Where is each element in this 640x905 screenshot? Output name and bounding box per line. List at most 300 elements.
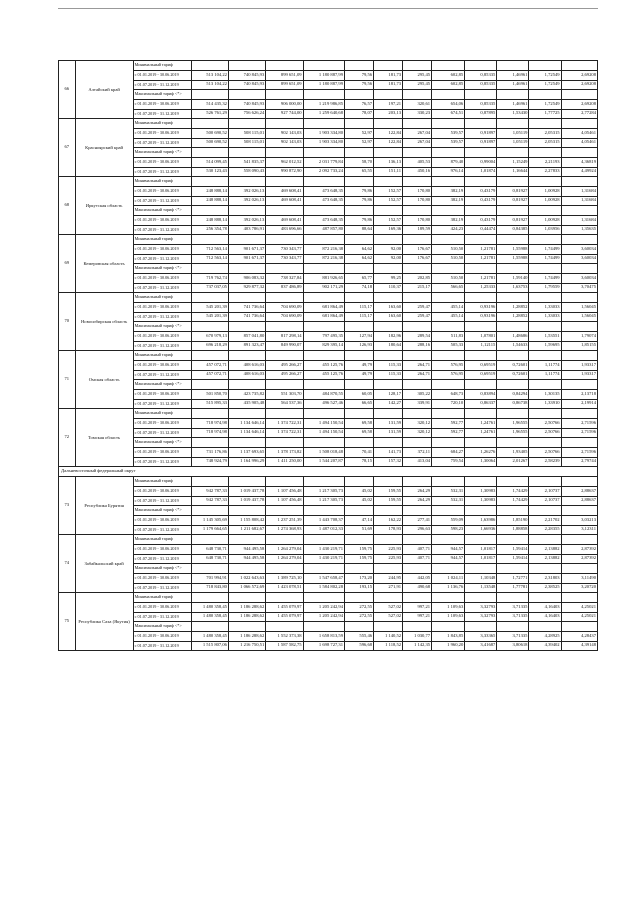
- empty-cell: [561, 438, 597, 448]
- value-cell: 670 979,13: [191, 332, 228, 342]
- value-cell: 4,36819: [561, 158, 597, 168]
- empty-cell: [465, 409, 497, 419]
- value-cell: 128,17: [374, 390, 403, 400]
- empty-cell: [561, 293, 597, 303]
- empty-cell: [266, 206, 303, 216]
- value-cell: 1 066 572,69: [228, 583, 265, 593]
- value-cell: 1 211 682,67: [228, 525, 265, 535]
- value-cell: 51,69: [345, 525, 374, 535]
- empty-cell: [228, 622, 265, 632]
- value-cell: 1,28852: [497, 312, 529, 322]
- value-cell: 392 026,13: [228, 216, 265, 226]
- value-cell: 997,21: [403, 603, 432, 613]
- empty-cell: [403, 177, 432, 187]
- empty-cell: [374, 564, 403, 574]
- empty-cell: [561, 235, 597, 245]
- value-cell: 596,68: [345, 641, 374, 651]
- value-cell: 473 648,35: [303, 196, 344, 206]
- table-row: [59, 187, 598, 197]
- value-cell: 3,12311: [561, 525, 597, 535]
- value-cell: 1,46961: [497, 100, 529, 110]
- empty-cell: [191, 593, 228, 603]
- value-cell: 1 145 305,69: [191, 516, 228, 526]
- empty-cell: [529, 148, 561, 158]
- empty-cell: [303, 90, 344, 100]
- tariff-kind-row: [59, 409, 598, 419]
- empty-cell: [465, 564, 497, 574]
- empty-cell: [191, 119, 228, 129]
- tariff-kind-label: Максимальный тариф <*>: [133, 622, 191, 632]
- table-row: [59, 361, 598, 371]
- value-cell: 1 698 727,31: [303, 641, 344, 651]
- empty-cell: [529, 119, 561, 129]
- empty-cell: [266, 235, 303, 245]
- value-cell: 1,35635: [561, 225, 597, 235]
- value-cell: 0,43179: [465, 187, 497, 197]
- value-cell: 1 019 437,78: [228, 496, 265, 506]
- value-cell: 0,85335: [465, 71, 497, 81]
- value-cell: 2,31803: [529, 574, 561, 584]
- value-cell: 1 903 334,80: [303, 138, 344, 148]
- value-cell: 648 730,71: [191, 545, 228, 555]
- empty-cell: [529, 593, 561, 603]
- value-cell: 320,61: [403, 100, 432, 110]
- value-cell: 2,19914: [561, 399, 597, 409]
- empty-cell: [345, 593, 374, 603]
- value-cell: 1 140,52: [374, 632, 403, 642]
- value-cell: 1,77781: [497, 583, 529, 593]
- value-cell: 1,77725: [529, 109, 561, 119]
- empty-cell: [374, 293, 403, 303]
- period-label: с 01.07.2019 - 31.12.2019: [133, 167, 191, 177]
- value-cell: 1 237 251,39: [266, 516, 303, 526]
- value-cell: 1,72771: [497, 574, 529, 584]
- value-cell: 2,13882: [529, 545, 561, 555]
- value-cell: 122,84: [374, 138, 403, 148]
- empty-cell: [497, 61, 529, 71]
- value-cell: 3,33365: [465, 632, 497, 642]
- value-cell: 1,72549: [529, 71, 561, 81]
- value-cell: 872 216,38: [303, 245, 344, 255]
- tariff-kind-label: Минимальный тариф: [133, 177, 191, 187]
- value-cell: 837 486,89: [266, 283, 303, 293]
- empty-cell: [266, 409, 303, 419]
- value-cell: 1 423 078,51: [266, 583, 303, 593]
- value-cell: 740 845,93: [228, 71, 265, 81]
- empty-cell: [191, 206, 228, 216]
- value-cell: 1 030,77: [403, 632, 432, 642]
- value-cell: 0,85335: [465, 80, 497, 90]
- empty-cell: [303, 564, 344, 574]
- value-cell: 1,79074: [561, 332, 597, 342]
- value-cell: 0,81927: [497, 187, 529, 197]
- value-cell: 490,68: [403, 583, 432, 593]
- value-cell: 2,38525: [529, 583, 561, 593]
- empty-cell: [266, 535, 303, 545]
- value-cell: 681 864,49: [303, 303, 344, 313]
- period-label: с 01.07.2019 - 31.12.2019: [133, 583, 191, 593]
- tariff-kind-label: Минимальный тариф: [133, 351, 191, 361]
- value-cell: 264,71: [403, 361, 432, 371]
- value-cell: 1,46961: [497, 80, 529, 90]
- empty-cell: [228, 535, 265, 545]
- value-cell: 0,93196: [465, 303, 497, 313]
- empty-cell: [266, 177, 303, 187]
- period-label: с 01.01.2019 - 30.06.2019: [133, 545, 191, 555]
- value-cell: 2,13882: [529, 554, 561, 564]
- empty-cell: [374, 119, 403, 129]
- empty-cell: [374, 235, 403, 245]
- table-row: [59, 632, 598, 642]
- empty-cell: [303, 322, 344, 332]
- table-row: [59, 516, 598, 526]
- empty-cell: [374, 535, 403, 545]
- value-cell: 1,74429: [497, 496, 529, 506]
- empty-cell: [345, 535, 374, 545]
- value-cell: 495 266,27: [266, 370, 303, 380]
- value-cell: 74,18: [345, 283, 374, 293]
- period-label: с 01.07.2019 - 31.12.2019: [133, 196, 191, 206]
- empty-cell: [374, 148, 403, 158]
- empty-cell: [374, 61, 403, 71]
- value-cell: 1 109,63: [432, 612, 465, 622]
- empty-cell: [228, 409, 265, 419]
- region-name: Красноярский край: [75, 119, 133, 177]
- empty-cell: [228, 177, 265, 187]
- value-cell: 2 031 779,84: [303, 158, 344, 168]
- empty-cell: [465, 438, 497, 448]
- empty-cell: [497, 293, 529, 303]
- value-cell: 515 895,33: [191, 399, 228, 409]
- value-cell: 47,14: [345, 516, 374, 526]
- value-cell: 2,87392: [561, 545, 597, 555]
- value-cell: 1 219 986,85: [303, 100, 344, 110]
- value-cell: 1 118,52: [374, 641, 403, 651]
- empty-cell: [561, 148, 597, 158]
- value-cell: 1,66936: [465, 525, 497, 535]
- empty-cell: [228, 506, 265, 516]
- value-cell: 122,84: [374, 129, 403, 139]
- value-cell: 1,93317: [561, 361, 597, 371]
- value-cell: 4,16403: [529, 603, 561, 613]
- value-cell: 163,60: [374, 303, 403, 313]
- empty-cell: [561, 61, 597, 71]
- empty-cell: [228, 148, 265, 158]
- value-cell: 127,94: [345, 332, 374, 342]
- tariff-kind-row: [59, 593, 598, 603]
- value-cell: 532,31: [432, 487, 465, 497]
- value-cell: 1 960,20: [432, 641, 465, 651]
- value-cell: 1 480 358,45: [191, 603, 228, 613]
- value-cell: 0,81927: [497, 196, 529, 206]
- table-row: [59, 525, 598, 535]
- value-cell: 530 123,43: [191, 167, 228, 177]
- empty-cell: [266, 119, 303, 129]
- empty-cell: [303, 119, 344, 129]
- empty-cell: [345, 177, 374, 187]
- value-cell: 1,11774: [529, 361, 561, 371]
- empty-cell: [432, 351, 465, 361]
- value-cell: 1 264 279,04: [266, 545, 303, 555]
- period-label: с 01.01.2019 - 30.06.2019: [133, 129, 191, 139]
- value-cell: 4,28437: [561, 632, 597, 642]
- empty-cell: [191, 235, 228, 245]
- value-cell: 731 176,86: [191, 448, 228, 458]
- table-row: [59, 303, 598, 313]
- value-cell: 1 515 807,06: [191, 641, 228, 651]
- empty-cell: [529, 409, 561, 419]
- tariff-kind-row: [59, 90, 598, 100]
- empty-cell: [403, 61, 432, 71]
- value-cell: 4,39148: [561, 641, 597, 651]
- value-cell: 0,99004: [465, 158, 497, 168]
- empty-cell: [432, 380, 465, 390]
- value-cell: 1 389 725,10: [266, 574, 303, 584]
- value-cell: 602,85: [432, 80, 465, 90]
- table-row: [59, 399, 598, 409]
- value-cell: 0,86337: [465, 399, 497, 409]
- value-cell: 1,30983: [465, 487, 497, 497]
- value-cell: 1,00928: [529, 216, 561, 226]
- value-cell: 712 563,14: [191, 254, 228, 264]
- value-cell: 1,01817: [465, 554, 497, 564]
- value-cell: 1,24761: [465, 428, 497, 438]
- value-cell: 944,57: [432, 554, 465, 564]
- value-cell: 1,00928: [529, 187, 561, 197]
- value-cell: 2,28355: [529, 525, 561, 535]
- value-cell: 3,70475: [561, 283, 597, 293]
- value-cell: 2,71596: [561, 428, 597, 438]
- value-cell: 496 527,46: [303, 399, 344, 409]
- tariff-kind-row: [59, 535, 598, 545]
- value-cell: 115,17: [345, 303, 374, 313]
- value-cell: 1,21781: [465, 254, 497, 264]
- value-cell: 457 072,71: [191, 361, 228, 371]
- value-cell: 3,80618: [497, 641, 529, 651]
- table-row: [59, 487, 598, 497]
- value-cell: 162,22: [374, 516, 403, 526]
- value-cell: 576,95: [432, 370, 465, 380]
- value-cell: 413,04: [403, 457, 432, 467]
- empty-cell: [191, 322, 228, 332]
- value-cell: 1,21781: [465, 245, 497, 255]
- tariff-kind-row: [59, 438, 598, 448]
- value-cell: 748 924,79: [191, 457, 228, 467]
- value-cell: 1 455 079,97: [266, 603, 303, 613]
- value-cell: 756 626,24: [228, 109, 265, 119]
- value-cell: 1 443 708,37: [303, 516, 344, 526]
- region-name: Республика Бурятия: [75, 477, 133, 535]
- table-row: [59, 370, 598, 380]
- value-cell: 151,11: [374, 167, 403, 177]
- value-cell: 1,31684: [561, 216, 597, 226]
- value-cell: 906 083,32: [228, 274, 265, 284]
- value-cell: 1,33910: [529, 399, 561, 409]
- value-cell: 576,95: [432, 361, 465, 371]
- empty-cell: [432, 235, 465, 245]
- value-cell: 730 343,77: [266, 245, 303, 255]
- empty-cell: [374, 506, 403, 516]
- empty-cell: [191, 351, 228, 361]
- value-cell: 170,80: [403, 187, 432, 197]
- value-cell: 0,85335: [465, 100, 497, 110]
- value-cell: 1,53551: [529, 332, 561, 342]
- value-cell: 701 994,91: [191, 574, 228, 584]
- empty-cell: [228, 119, 265, 129]
- period-label: с 01.01.2019 - 30.06.2019: [133, 390, 191, 400]
- empty-cell: [228, 351, 265, 361]
- empty-cell: [529, 206, 561, 216]
- empty-cell: [403, 351, 432, 361]
- value-cell: 99,25: [374, 274, 403, 284]
- empty-cell: [529, 477, 561, 487]
- value-cell: 181,73: [374, 71, 403, 81]
- value-cell: 1,74429: [497, 487, 529, 497]
- value-cell: 1,74499: [529, 254, 561, 264]
- value-cell: 49,79: [345, 361, 374, 371]
- period-label: с 01.07.2019 - 31.12.2019: [133, 612, 191, 622]
- value-cell: 1,28852: [497, 303, 529, 313]
- value-cell: 159,55: [374, 496, 403, 506]
- empty-cell: [561, 90, 597, 100]
- value-cell: 902 143,03: [266, 129, 303, 139]
- value-cell: 539,57: [432, 138, 465, 148]
- table-row: [59, 129, 598, 139]
- empty-cell: [374, 177, 403, 187]
- value-cell: 295,45: [403, 71, 432, 81]
- value-cell: 1,48686: [497, 332, 529, 342]
- empty-cell: [374, 438, 403, 448]
- value-cell: 136,13: [374, 158, 403, 168]
- value-cell: 2,05315: [529, 129, 561, 139]
- tariff-kind-row: [59, 622, 598, 632]
- empty-cell: [345, 322, 374, 332]
- empty-cell: [345, 119, 374, 129]
- empty-cell: [432, 564, 465, 574]
- empty-cell: [228, 235, 265, 245]
- value-cell: 1 107 456,48: [266, 487, 303, 497]
- district-row: [59, 467, 598, 477]
- empty-cell: [266, 264, 303, 274]
- value-cell: 259,47: [403, 312, 432, 322]
- value-cell: 0,87895: [465, 109, 497, 119]
- value-cell: 740 845,93: [228, 80, 265, 90]
- value-cell: 4,25021: [561, 612, 597, 622]
- empty-cell: [529, 264, 561, 274]
- value-cell: 1,16644: [497, 167, 529, 177]
- empty-cell: [345, 235, 374, 245]
- empty-cell: [228, 564, 265, 574]
- empty-cell: [432, 622, 465, 632]
- region-name: Томская область: [75, 409, 133, 467]
- value-cell: 684,27: [432, 448, 465, 458]
- tariff-kind-row: [59, 206, 598, 216]
- empty-cell: [345, 293, 374, 303]
- empty-cell: [266, 593, 303, 603]
- value-cell: 372,11: [403, 448, 432, 458]
- value-cell: 1,10348: [465, 574, 497, 584]
- tariff-kind-row: [59, 506, 598, 516]
- empty-cell: [432, 593, 465, 603]
- value-cell: 1,53430: [497, 109, 529, 119]
- value-cell: 1 378 173,82: [266, 448, 303, 458]
- value-cell: 1,07801: [465, 332, 497, 342]
- empty-cell: [465, 380, 497, 390]
- table-row: [59, 216, 598, 226]
- value-cell: 1,63753: [497, 283, 529, 293]
- value-cell: 1,85190: [497, 516, 529, 526]
- table-row: [59, 574, 598, 584]
- table-row: [59, 138, 598, 148]
- value-cell: 60,05: [345, 390, 374, 400]
- value-cell: 169,36: [374, 225, 403, 235]
- value-cell: 741 736,64: [228, 303, 265, 313]
- empty-cell: [497, 622, 529, 632]
- tariff-kind-row: [59, 264, 598, 274]
- value-cell: 508 115,01: [228, 129, 265, 139]
- value-cell: 1,12115: [465, 341, 497, 351]
- value-cell: 170,80: [403, 216, 432, 226]
- value-cell: 527,02: [374, 603, 403, 613]
- value-cell: 817 298,14: [266, 332, 303, 342]
- value-cell: 1 217 305,73: [303, 496, 344, 506]
- period-label: с 01.01.2019 - 30.06.2019: [133, 361, 191, 371]
- value-cell: 170,80: [403, 196, 432, 206]
- value-cell: 566,65: [432, 283, 465, 293]
- empty-cell: [465, 322, 497, 332]
- empty-cell: [303, 148, 344, 158]
- table-row: [59, 167, 598, 177]
- value-cell: 901 671,37: [228, 245, 265, 255]
- value-cell: 392 026,13: [228, 196, 265, 206]
- value-cell: 514 099,45: [191, 158, 228, 168]
- value-cell: 65,55: [345, 167, 374, 177]
- value-cell: 510,50: [432, 254, 465, 264]
- table-row: [59, 641, 598, 651]
- value-cell: 70,41: [345, 448, 374, 458]
- empty-cell: [432, 177, 465, 187]
- value-cell: 1 494 150,54: [303, 428, 344, 438]
- value-cell: 1 374 722,31: [266, 428, 303, 438]
- value-cell: 405,53: [403, 158, 432, 168]
- empty-cell: [497, 235, 529, 245]
- value-cell: 163,60: [374, 312, 403, 322]
- value-cell: 176,67: [403, 245, 432, 255]
- value-cell: 2,50766: [529, 428, 561, 438]
- empty-cell: [374, 593, 403, 603]
- tariff-kind-row: [59, 322, 598, 332]
- empty-cell: [529, 351, 561, 361]
- empty-cell: [497, 90, 529, 100]
- empty-cell: [228, 90, 265, 100]
- value-cell: 929 877,32: [228, 283, 265, 293]
- empty-cell: [345, 409, 374, 419]
- value-cell: 1,59414: [497, 554, 529, 564]
- value-cell: 1 022 643,63: [228, 574, 265, 584]
- value-cell: 2,69208: [561, 100, 597, 110]
- value-cell: 598,23: [432, 525, 465, 535]
- value-cell: 267,04: [403, 129, 432, 139]
- value-cell: 1 019 437,78: [228, 487, 265, 497]
- value-cell: 797 495,35: [303, 332, 344, 342]
- value-cell: 1,85155: [561, 341, 597, 351]
- value-cell: 881 926,65: [303, 274, 344, 284]
- value-cell: 1 179 664,65: [191, 525, 228, 535]
- value-cell: 88,64: [345, 225, 374, 235]
- value-cell: 740 845,93: [228, 100, 265, 110]
- tariff-kind-label: Максимальный тариф <*>: [133, 322, 191, 332]
- empty-cell: [191, 477, 228, 487]
